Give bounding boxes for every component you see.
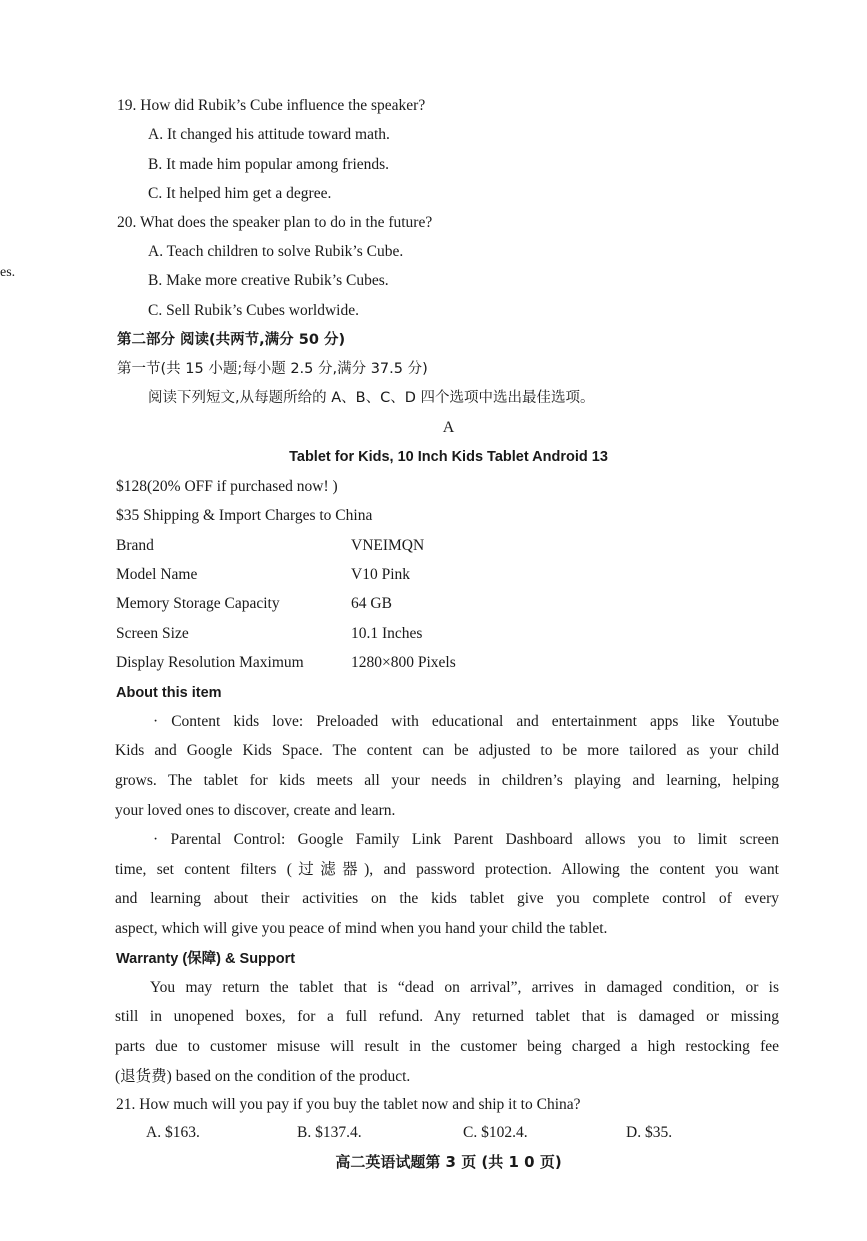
about-p2-line: · Parental Control: Google Family Link Parent Dashboard allows you to limit screen <box>153 831 779 848</box>
about-p2-line: and learning about their activities on the kids tablet give you complete control of every <box>115 890 779 907</box>
product-title: Tablet for Kids, 10 Inch Kids Tablet Android 13 <box>289 449 608 465</box>
about-p1-line: Kids and Google Kids Space. The content can be adjusted to be more tailored as your child <box>115 742 779 759</box>
margin-fragment: es. <box>0 265 16 280</box>
question-20: 20. What does the speaker plan to do in the future? <box>117 214 433 231</box>
about-p1-line: · Content kids love: Preloaded with educational and entertainment apps like Youtube <box>153 713 779 730</box>
warranty-line: still in unopened boxes, for a full refund. Any returned tablet that is damaged or missing <box>115 1008 779 1025</box>
spec-label: Screen Size <box>116 625 189 642</box>
q20-option-c: C. Sell Rubik’s Cubes worldwide. <box>148 302 359 319</box>
warranty-heading: Warranty (保障) & Support <box>116 951 296 967</box>
instruction: 阅读下列短文,从每题所给的 A、B、C、D 四个选项中选出最佳选项。 <box>148 390 595 406</box>
q21-option-d: D. $35. <box>626 1124 673 1141</box>
q21-option-a: A. $163. <box>146 1124 200 1141</box>
spec-label: Display Resolution Maximum <box>116 654 304 671</box>
warranty-line: You may return the tablet that is “dead on arrival”, arrives in damaged condition, or is <box>150 979 779 996</box>
spec-value: V10 Pink <box>351 566 410 583</box>
part-title: 第二部分 阅读(共两节,满分 50 分) <box>117 332 346 348</box>
q21-option-b: B. $137.4. <box>297 1124 362 1141</box>
spec-label: Brand <box>116 537 154 554</box>
about-p1-line: grows. The tablet for kids meets all your needs in children’s playing and learning, helping <box>115 772 779 789</box>
spec-value: VNEIMQN <box>351 537 425 554</box>
about-heading: About this item <box>116 685 222 701</box>
about-p1-line: your loved ones to discover, create and learn. <box>115 802 396 819</box>
about-p2-line: time, set content filters (过滤器), and password protection. Allowing the content you want <box>115 861 779 878</box>
q20-option-a: A. Teach children to solve Rubik’s Cube. <box>148 243 404 260</box>
price-line: $128(20% OFF if purchased now! ) <box>116 478 338 495</box>
passage-letter: A <box>442 419 455 436</box>
q19-option-a: A. It changed his attitude toward math. <box>148 126 390 143</box>
spec-value: 10.1 Inches <box>351 625 423 642</box>
shipping-line: $35 Shipping & Import Charges to China <box>116 507 373 524</box>
question-21: 21. How much will you pay if you buy the tablet now and ship it to China? <box>116 1096 581 1113</box>
q19-option-b: B. It made him popular among friends. <box>148 156 390 173</box>
q20-option-b: B. Make more creative Rubik’s Cubes. <box>148 272 389 289</box>
spec-value: 1280×800 Pixels <box>351 654 456 671</box>
spec-label: Memory Storage Capacity <box>116 595 280 612</box>
q19-option-c: C. It helped him get a degree. <box>148 185 332 202</box>
q21-option-c: C. $102.4. <box>463 1124 528 1141</box>
about-p2-line: aspect, which will give you peace of mind when you hand your child the tablet. <box>115 920 608 937</box>
warranty-line: parts due to customer misuse will result in the customer being charged a high restocking fee <box>115 1038 779 1055</box>
spec-value: 64 GB <box>351 595 392 612</box>
page-footer: 高二英语试题第 3 页 (共 1 0 页) <box>335 1153 562 1171</box>
question-19: 19. How did Rubik’s Cube influence the speaker? <box>117 97 426 114</box>
warranty-line: (退货费) based on the condition of the product. <box>115 1068 411 1085</box>
section-title: 第一节(共 15 小题;每小题 2.5 分,满分 37.5 分) <box>117 361 428 377</box>
spec-label: Model Name <box>116 566 198 583</box>
